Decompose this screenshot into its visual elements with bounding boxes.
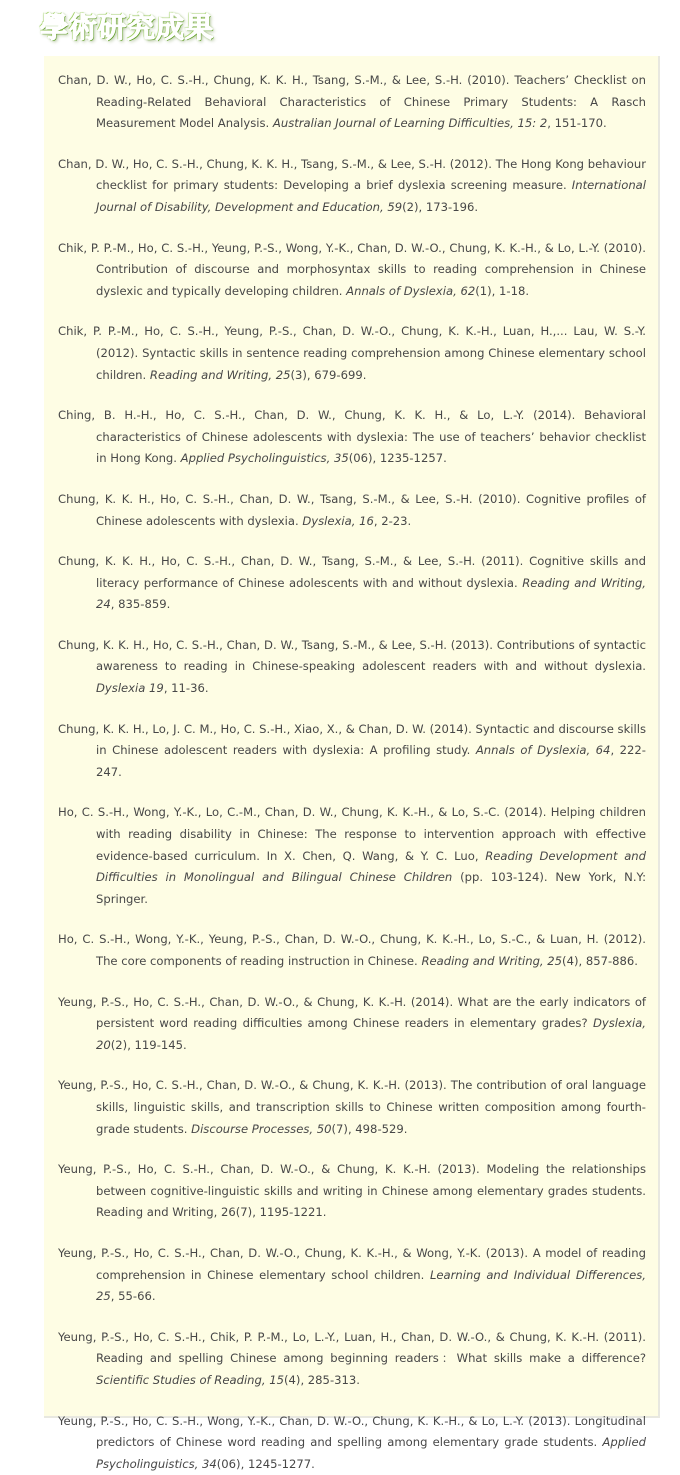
journal-title: Applied Psycholinguistics, 34 bbox=[96, 1435, 646, 1471]
reference-item: Yeung, P.-S., Ho, C. S.-H., Chan, D. W.-O., & Chung, K. K.-H. (2013). Modeling the relationships between cognitive-linguistic skills and writing in Chinese among elementary grades students. Reading and Writing, 26(7), 1195-1221. bbox=[58, 1159, 646, 1224]
journal-title: Discourse Processes, 50 bbox=[191, 1122, 331, 1136]
journal-title: Australian Journal of Learning Difficulties, 15: 2 bbox=[273, 116, 547, 130]
title-banner bbox=[40, 4, 214, 48]
journal-title: Reading Development and Difficulties in Monolingual and Bilingual Chinese Children bbox=[96, 849, 646, 885]
reference-item: Chan, D. W., Ho, C. S.-H., Chung, K. K. H., Tsang, S.-M., & Lee, S.-H. (2010). Teachers’ Checklist on Reading-Related Behavioral Characteristics of Chinese Primary Students: A Rasch Measurement Model Analysis. Australian Journal of Learning Difficulties, 15: 2, 151-170. bbox=[58, 70, 646, 135]
publication-list bbox=[44, 56, 660, 1418]
journal-title: International Journal of Disability, Development and Education, 59 bbox=[96, 178, 646, 214]
page-title: 學術研究成果 bbox=[40, 6, 214, 46]
journal-title: Annals of Dyslexia, 62 bbox=[346, 284, 475, 298]
reference-item: Ho, C. S.-H., Wong, Y.-K., Yeung, P.-S., Chan, D. W.-O., Chung, K. K.-H., Lo, S.-C., & Luan, H. (2012). The core components of reading instruction in Chinese. Reading and Writing, 25(4), 857-886. bbox=[58, 929, 646, 972]
journal-title: Dyslexia, 16 bbox=[302, 514, 374, 528]
reference-item: Chik, P. P.-M., Ho, C. S.-H., Yeung, P.-S., Chan, D. W.-O., Chung, K. K.-H., Luan, H.,... Lau, W. S.-Y. (2012). Syntactic skills in sentence reading comprehension among Chinese elementary school children. Reading and Writing, 25(3), 679-699. bbox=[58, 321, 646, 386]
journal-title: Reading and Writing, 24 bbox=[96, 576, 646, 612]
journal-title: Annals of Dyslexia, 64 bbox=[476, 743, 611, 757]
reference-item: Chung, K. K. H., Ho, C. S.-H., Chan, D. W., Tsang, S.-M., & Lee, S.-H. (2013). Contributions of syntactic awareness to reading in Chinese-speaking adolescent readers with and without dyslexia. Dyslexia 19, 11-36. bbox=[58, 635, 646, 700]
reference-item: Yeung, P.-S., Ho, C. S.-H., Chan, D. W.-O., & Chung, K. K.-H. (2013). The contribution of oral language skills, linguistic skills, and transcription skills to Chinese written composition among fourth-grade students. Discourse Processes, 50(7), 498-529. bbox=[58, 1075, 646, 1140]
journal-title: Scientific Studies of Reading, 15 bbox=[96, 1373, 284, 1387]
reference-item: Chung, K. K. H., Ho, C. S.-H., Chan, D. W., Tsang, S.-M., & Lee, S.-H. (2010). Cognitive profiles of Chinese adolescents with dyslexia. Dyslexia, 16, 2-23. bbox=[58, 489, 646, 532]
journal-title: Dyslexia, 20 bbox=[96, 1016, 646, 1052]
reference-item: Yeung, P.-S., Ho, C. S.-H., Wong, Y.-K., Chan, D. W.-O., Chung, K. K.-H., & Lo, L.-Y. (2013). Longitudinal predictors of Chinese word reading and spelling among elementary grade students. Applied Psycholinguistics, 34(06), 1245-1277. bbox=[58, 1411, 646, 1475]
journal-title: Learning and Individual Differences, 25 bbox=[96, 1268, 646, 1304]
journal-title: Reading and Writing, 25 bbox=[421, 954, 562, 968]
journal-title: Reading and Writing, 25 bbox=[150, 368, 291, 382]
reference-item: Chung, K. K. H., Ho, C. S.-H., Chan, D. W., Tsang, S.-M., & Lee, S.-H. (2011). Cognitive skills and literacy performance of Chinese adolescents with and without dyslexia. Reading and Writing, 24, 835-859. bbox=[58, 551, 646, 616]
reference-item: Yeung, P.-S., Ho, C. S.-H., Chan, D. W.-O., Chung, K. K.-H., & Wong, Y.-K. (2013). A model of reading comprehension in Chinese elementary school children. Learning and Individual Differences, 25, 55-66. bbox=[58, 1243, 646, 1308]
journal-title: Dyslexia 19 bbox=[96, 681, 164, 695]
reference-item: Yeung, P.-S., Ho, C. S.-H., Chik, P. P.-M., Lo, L.-Y., Luan, H., Chan, D. W.-O., & Chung, K. K.-H. (2011). Reading and spelling Chinese among beginning readers：What skills make a difference? Scientific Studies of Reading, 15(4), 285-313. bbox=[58, 1327, 646, 1392]
journal-title: Applied Psycholinguistics, 35 bbox=[181, 451, 349, 465]
reference-item: Chik, P. P.-M., Ho, C. S.-H., Yeung, P.-S., Wong, Y.-K., Chan, D. W.-O., Chung, K. K.-H., & Lo, L.-Y. (2010). Contribution of discourse and morphosyntax skills to reading comprehension in Chinese dyslexic and typically developing children. Annals of Dyslexia, 62(1), 1-18. bbox=[58, 238, 646, 303]
reference-item: Ho, C. S.-H., Wong, Y.-K., Lo, C.-M., Chan, D. W., Chung, K. K.-H., & Lo, S.-C. (2014). Helping children with reading disability in Chinese: The response to intervention approach with effective evidence-based curriculum. In X. Chen, Q. Wang, & Y. C. Luo, Reading Development and Difficulties in Monolingual and Bilingual Chinese Children (pp. 103-124). New York, N.Y: Springer. bbox=[58, 802, 646, 910]
reference-item: Ching, B. H.-H., Ho, C. S.-H., Chan, D. W., Chung, K. K. H., & Lo, L.-Y. (2014). Behavioral characteristics of Chinese adolescents with dyslexia: The use of teachers’ behavior checklist in Hong Kong. Applied Psycholinguistics, 35(06), 1235-1257. bbox=[58, 405, 646, 470]
reference-item: Chung, K. K. H., Lo, J. C. M., Ho, C. S.-H., Xiao, X., & Chan, D. W. (2014). Syntactic and discourse skills in Chinese adolescent readers with dyslexia: A profiling study. Annals of Dyslexia, 64, 222-247. bbox=[58, 719, 646, 784]
reference-item: Yeung, P.-S., Ho, C. S.-H., Chan, D. W.-O., & Chung, K. K.-H. (2014). What are the early indicators of persistent word reading difficulties among Chinese readers in elementary grades? Dyslexia, 20(2), 119-145. bbox=[58, 992, 646, 1057]
reference-item: Chan, D. W., Ho, C. S.-H., Chung, K. K. H., Tsang, S.-M., & Lee, S.-H. (2012). The Hong Kong behaviour checklist for primary students: Developing a brief dyslexia screening measure. International Journal of Disability, Development and Education, 59(2), 173-196. bbox=[58, 154, 646, 219]
